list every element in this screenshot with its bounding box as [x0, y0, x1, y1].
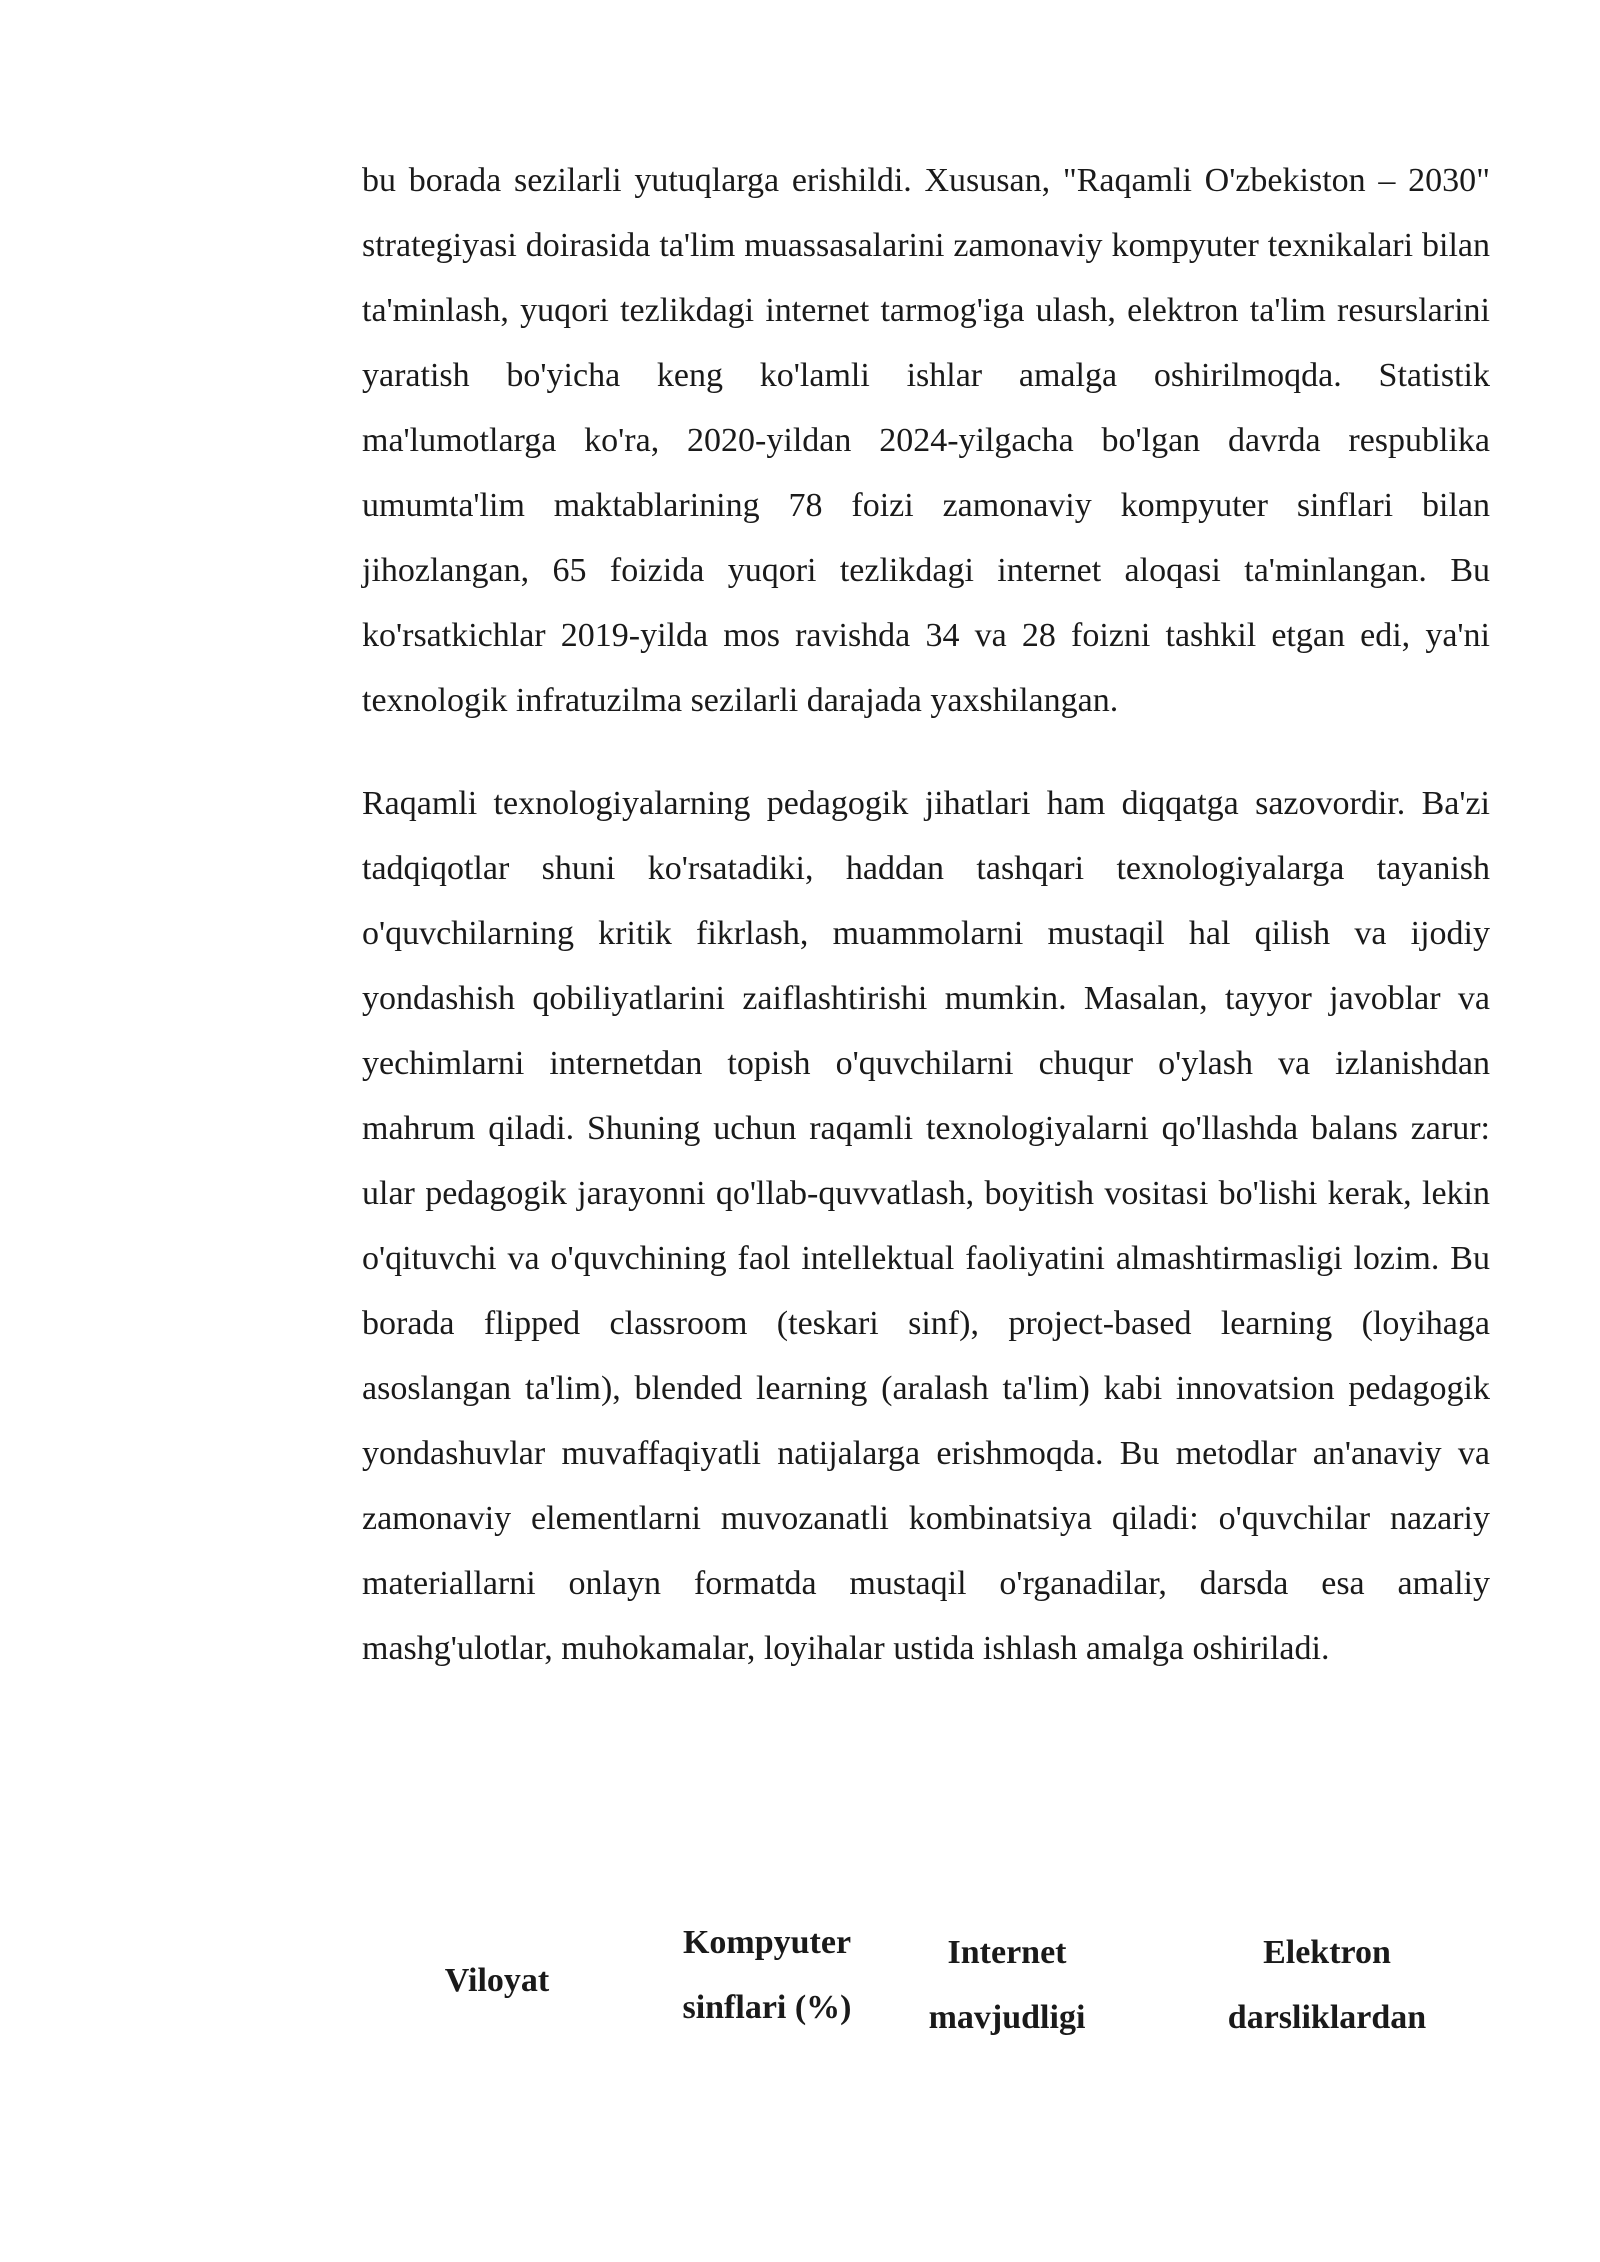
- table-header-row: [362, 1910, 1490, 2060]
- document-body: [362, 148, 1490, 1681]
- table-header-computer-classes: Kompyuter sinflari (%): [682, 1924, 852, 2026]
- paragraph-infrastructure: bu borada sezilarli yutuqlarga erishildi. Xususan, "Raqamli O'zbekiston – 2030" strategiyasi doirasida ta'lim muassasalarini zamonaviy kompyuter texnikalari bilan ta'minlash, yuqori tezlikdagi internet tarmog'iga ulash, elektron ta'lim resurslarini yaratish bo'yicha keng ko'lamli ishlar amalga oshirilmoqda. Statistik ma'lumotlarga ko'ra, 2020-yildan 2024-yilgacha bo'lgan davrda respublika umumta'lim maktablarining 78 foizi zamonaviy kompyuter sinflari bilan jihozlangan, 65 foizida yuqori tezlikdagi internet aloqasi ta'minlangan. Bu ko'rsatkichlar 2019-yilda mos ravishda 34 va 28 foizni tashkil etgan edi, ya'ni texnologik infratuzilma sezilarli darajada yaxshilangan.: [362, 162, 1490, 719]
- paragraph-pedagogy: Raqamli texnologiyalarning pedagogik jihatlari ham diqqatga sazovordir. Ba'zi tadqiqotlar shuni ko'rsatadiki, haddan tashqari texnologiyalarga tayanish o'quvchilarning kritik fikrlash, muammolarni mustaqil hal qilish va ijodiy yondashish qobiliyatlarini zaiflashtirishi mumkin. Masalan, tayyor javoblar va yechimlarni internetdan topish o'quvchilarni chuqur o'ylash va izlanishdan mahrum qiladi. Shuning uchun raqamli texnologiyalarni qo'llashda balans zarur: ular pedagogik jarayonni qo'llab-quvvatlash, boyitish vositasi bo'lishi kerak, lekin o'qituvchi va o'quvchining faol intellektual faoliyatini almashtirmasligi lozim. Bu borada flipped classroom (teskari sinf), project-based learning (loyihaga asoslangan ta'lim), blended learning (aralash ta'lim) kabi innovatsion pedagogik yondashuvlar muvaffaqiyatli natijalarga erishmoqda. Bu metodlar an'anaviy va zamonaviy elementlarni muvozanatli kombinatsiya qiladi: o'quvchilar nazariy materiallarni onlayn formatda mustaqil o'rganadilar, darsda esa amaliy mashg'ulotlar, muhokamalar, loyihalar ustida ishlash amalga oshiriladi.: [362, 785, 1490, 1667]
- table-header-region: Viloyat: [444, 1962, 550, 1999]
- table-header-internet: Internet mavjudligi: [928, 1934, 1086, 2036]
- table-header-e-textbooks: Elektron darsliklardan: [1227, 1934, 1427, 2036]
